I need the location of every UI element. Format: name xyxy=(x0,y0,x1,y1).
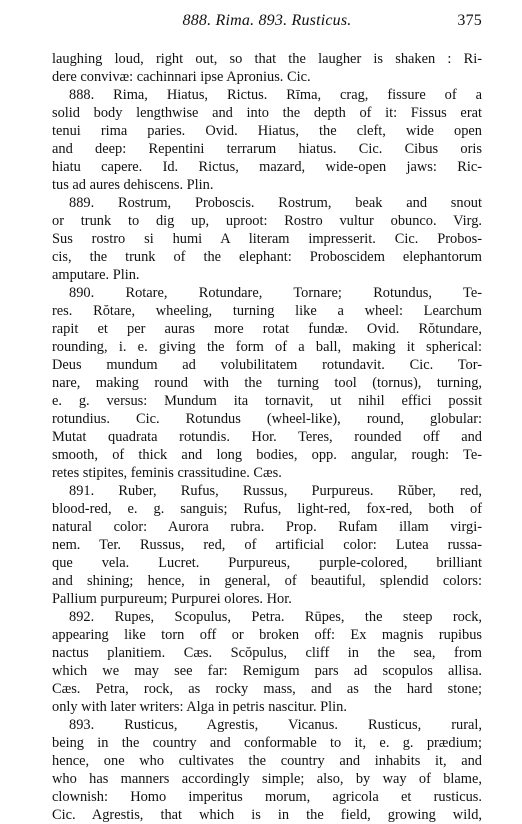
text-line: 889. Rostrum, Proboscis. Rostrum, beak and snout xyxy=(69,195,482,211)
text-line: 892. Rupes, Scopulus, Petra. Rūpes, the steep rock, xyxy=(69,609,482,625)
running-title: 888. Rima. 893. Rusticus. xyxy=(182,12,352,29)
running-header xyxy=(52,12,482,36)
text-line: cis, the trunk of the elephant: Proboscidem elephantorum xyxy=(52,249,482,265)
text-line: which we may see far: Remigum pars ad scopulos allisa. xyxy=(52,663,482,679)
page-number: 375 xyxy=(457,12,482,29)
text-line: Cæs. Petra, rock, as rocky mass, and as the hard stone; xyxy=(52,681,482,697)
text-line: rounding, i. e. giving the form of a ball, making it spherical: xyxy=(52,339,482,355)
text-line: and shining; hence, in general, of beautiful, splendid colors: xyxy=(52,573,482,589)
text-line: nare, making round with the turning tool (tornus), turning, xyxy=(52,375,482,391)
text-line: Mutat quadrata rotundis. Hor. Teres, rounded off and xyxy=(52,429,482,445)
text-line: 888. Rima, Hiatus, Rictus. Rīma, crag, fissure of a xyxy=(69,87,482,103)
text-line: and deep: Repentini terrarum hiatus. Cic. Cibus oris xyxy=(52,141,482,157)
text-line: clownish: Homo imperitus morum, agricola et rusticus. xyxy=(52,789,482,805)
text-line: retes stipites, feminis crassitudine. Cæs. xyxy=(52,465,282,481)
text-line: laughing loud, right out, so that the laugher is shaken : Ri- xyxy=(52,51,482,67)
text-line: Sus rostro si humi A literam impresserit. Cic. Probos- xyxy=(52,231,482,247)
text-line: que vela. Lucret. Purpureus, purple-colored, brilliant xyxy=(52,555,482,571)
text-line: blood-red, e. g. sanguis; Rufus, light-red, fox-red, both of xyxy=(52,501,482,517)
text-line: rotundius. Cic. Rotundus (wheel-like), round, globular: xyxy=(52,411,482,427)
text-line: natural color: Aurora rubra. Prop. Rufam illam virgi- xyxy=(52,519,482,535)
text-line: hence, one who cultivates the country and inhabits it, and xyxy=(52,753,482,769)
text-line: e. g. versus: Mundum ita tornavit, ut nihil effici possit xyxy=(52,393,482,409)
text-line: 893. Rusticus, Agrestis, Vicanus. Rusticus, rural, xyxy=(69,717,482,733)
text-line: 890. Rotare, Rotundare, Tornare; Rotundus, Te- xyxy=(69,285,482,301)
text-line: hiatu capere. Id. Rictus, mazard, wide-open jaws: Ric- xyxy=(52,159,482,175)
text-line: dere convivæ: cachinnari ipse Apronius. Cic. xyxy=(52,69,311,85)
text-line: 891. Ruber, Rufus, Russus, Purpureus. Rŭber, red, xyxy=(69,483,482,499)
text-line: Cic. Agrestis, that which is in the field, growing wild, xyxy=(52,807,482,823)
text-line: nactus planitiem. Cæs. Scŏpulus, cliff in the sea, from xyxy=(52,645,482,661)
text-line: or trunk to dig up, uproot: Rostro vultur obunco. Virg. xyxy=(52,213,482,229)
text-line: smooth, of thick and long bodies, opp. angular, rough: Te- xyxy=(52,447,482,463)
text-line: being in the country and conformable to it, e. g. prædium; xyxy=(52,735,482,751)
text-line: appearing like torn off or broken off: Ex magnis rupibus xyxy=(52,627,482,643)
text-line: tus ad aures dehiscens. Plin. xyxy=(52,177,214,193)
text-line: rapit et per auras more rotat fundæ. Ovid. Rŏtundare, xyxy=(52,321,482,337)
body-text xyxy=(52,50,482,824)
text-line: solid body lengthwise and into the depth of it: Fissus erat xyxy=(52,105,482,121)
text-line: amputare. Plin. xyxy=(52,267,140,283)
text-line: Pallium purpureum; Purpurei olores. Hor. xyxy=(52,591,292,607)
text-line: tenui rima paries. Ovid. Hiatus, the cleft, wide open xyxy=(52,123,482,139)
text-line: who has manners accordingly simple; also, by way of blame, xyxy=(52,771,482,787)
text-line: res. Rŏtare, wheeling, turning like a wheel: Learchum xyxy=(52,303,482,319)
text-line: only with later writers: Alga in petris nascitur. Plin. xyxy=(52,699,347,715)
text-line: Deus mundum ad volubilitatem rotundavit. Cic. Tor- xyxy=(52,357,482,373)
text-line: nem. Ter. Russus, red, of artificial color: Lutea russa- xyxy=(52,537,482,553)
